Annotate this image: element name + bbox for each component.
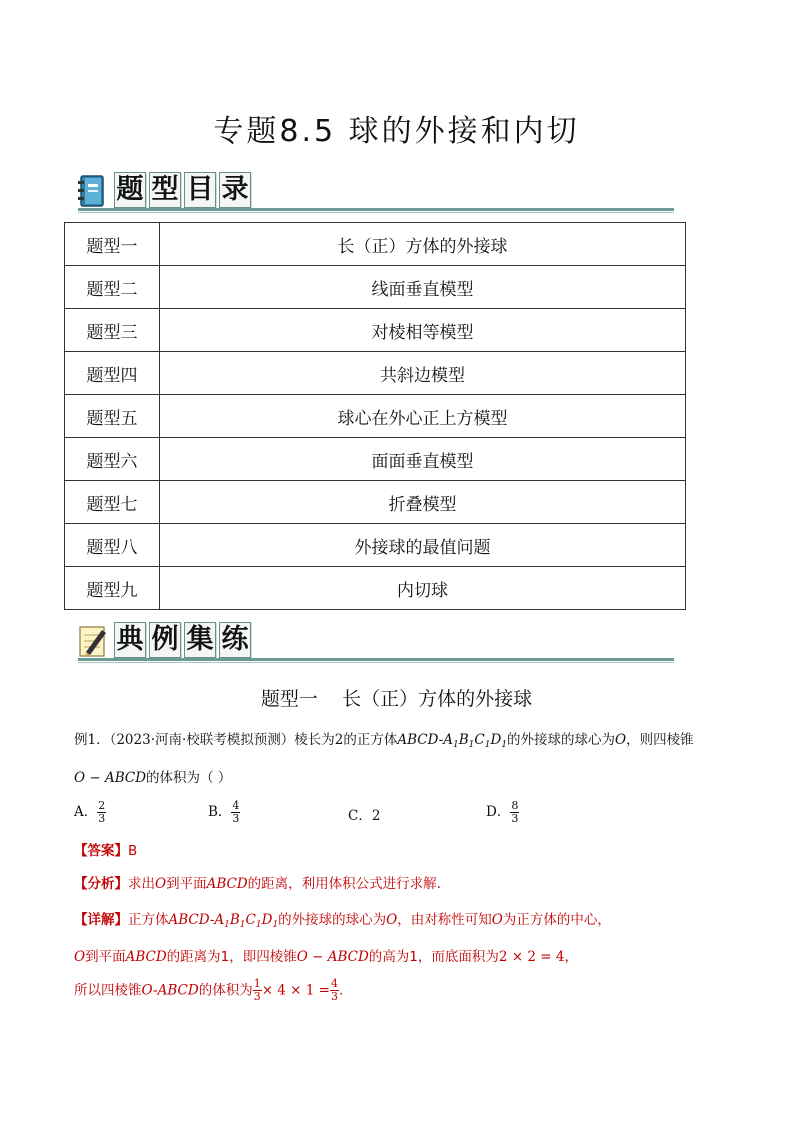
cube-letter: D xyxy=(261,912,273,928)
table-row xyxy=(65,266,686,309)
banner-char: 型 xyxy=(149,172,181,208)
row-topic: 对棱相等模型 xyxy=(160,309,686,352)
option-letter: D． xyxy=(486,804,511,820)
detail-line-1 xyxy=(74,908,611,930)
catalog-table xyxy=(64,222,686,610)
table-row xyxy=(65,481,686,524)
analysis-text: 的距离，利用体积公式进行求解. xyxy=(247,876,441,892)
fraction-num: 4 xyxy=(330,977,338,990)
option-d xyxy=(486,800,519,825)
cube-letter: C xyxy=(245,912,256,928)
subscript: 1 xyxy=(468,740,475,750)
row-topic: 长（正）方体的外接球 xyxy=(160,223,686,266)
row-topic: 外接球的最值问题 xyxy=(160,524,686,567)
detail-text: ， xyxy=(564,949,578,965)
fraction-num: 2 xyxy=(98,799,106,812)
option-c xyxy=(348,804,380,824)
subscript: 1 xyxy=(255,920,262,930)
row-topic: 共斜边模型 xyxy=(160,352,686,395)
analysis-tag: 【分析】 xyxy=(74,876,128,892)
analysis-plane: ABCD xyxy=(206,876,248,892)
answer-tag: 【答案】 xyxy=(74,843,128,859)
answer-line xyxy=(74,839,137,859)
detail-text: 的高为1，而底面积为 xyxy=(368,949,499,965)
cube-name xyxy=(397,732,507,748)
pyramid-name: O − ABCD xyxy=(74,770,147,786)
question-line-2 xyxy=(74,766,231,786)
fraction-num: 4 xyxy=(232,799,240,812)
row-label: 题型二 xyxy=(65,266,160,309)
section-heading: 题型一 长（正）方体的外接球 xyxy=(260,688,533,710)
option-b xyxy=(208,800,240,825)
detail-symbol: O xyxy=(491,912,503,928)
fraction-den: 3 xyxy=(511,812,519,825)
row-topic: 线面垂直模型 xyxy=(160,266,686,309)
fraction-num: 8 xyxy=(511,799,519,812)
row-label: 题型九 xyxy=(65,567,160,610)
banner-char: 录 xyxy=(219,172,251,208)
fraction-den: 3 xyxy=(232,812,240,825)
cube-letter: C xyxy=(474,732,485,748)
detail-plane: ABCD xyxy=(125,949,167,965)
banner-rule xyxy=(78,658,674,661)
options-row xyxy=(74,796,714,832)
subscript: 1 xyxy=(501,740,508,750)
row-topic: 折叠模型 xyxy=(160,481,686,524)
option-letter: B． xyxy=(208,804,232,820)
analysis-symbol: O xyxy=(155,876,167,892)
detail-line-2 xyxy=(74,945,578,965)
fraction xyxy=(510,800,519,825)
banner-char: 题 xyxy=(114,172,146,208)
subscript: 1 xyxy=(453,740,459,750)
cube-letter: D xyxy=(490,732,502,748)
catalog-banner xyxy=(78,172,678,212)
fraction-den: 3 xyxy=(330,990,338,1003)
option-value: 2 xyxy=(371,808,381,824)
cube-base: ABCD-A xyxy=(397,732,454,748)
cube-base: ABCD-A xyxy=(168,912,225,928)
table-row xyxy=(65,524,686,567)
banner-char: 练 xyxy=(219,622,251,658)
row-label: 题型七 xyxy=(65,481,160,524)
notebook-icon xyxy=(78,174,108,208)
detail-symbol: O xyxy=(74,949,86,965)
page-title: 专题8.5 球的外接和内切 xyxy=(213,114,580,149)
detail-formula: 2 × 2 = 4 xyxy=(498,949,565,965)
detail-formula: × 4 × 1 = xyxy=(261,982,330,999)
banner-rule xyxy=(78,208,674,211)
cube-letter: B xyxy=(458,732,469,748)
question-mid: 的外接球的球心为 xyxy=(507,732,616,748)
fraction xyxy=(330,978,339,1003)
option-letter: A． xyxy=(74,804,98,820)
row-label: 题型六 xyxy=(65,438,160,481)
center-symbol: O xyxy=(615,732,627,748)
cube-letter: B xyxy=(229,912,240,928)
fraction xyxy=(97,800,106,825)
row-topic: 面面垂直模型 xyxy=(160,438,686,481)
table-row xyxy=(65,567,686,610)
subscript: 1 xyxy=(239,920,246,930)
row-label: 题型一 xyxy=(65,223,160,266)
banner-rule-thin xyxy=(78,212,674,213)
detail-text: 的距离为1，即四棱锥 xyxy=(166,949,297,965)
detail-tag: 【详解】 xyxy=(74,912,128,928)
question-tail: 的体积为（ ） xyxy=(146,770,232,786)
row-topic: 内切球 xyxy=(160,567,686,610)
detail-text: 的体积为 xyxy=(198,982,253,999)
banner-char: 集 xyxy=(184,622,216,658)
question-line-1 xyxy=(74,728,694,750)
row-topic: 球心在外心正上方模型 xyxy=(160,395,686,438)
detail-line-3 xyxy=(74,978,343,1003)
detail-symbol: O xyxy=(386,912,398,928)
table-row xyxy=(65,438,686,481)
option-letter: C． xyxy=(348,808,372,824)
detail-text: 的外接球的球心为 xyxy=(278,912,387,928)
examples-banner-title xyxy=(114,622,254,658)
fraction xyxy=(231,800,240,825)
catalog-banner-title xyxy=(114,172,254,208)
option-a xyxy=(74,800,106,825)
detail-pyramid: O-ABCD xyxy=(141,982,199,999)
row-label: 题型八 xyxy=(65,524,160,567)
fraction-den: 3 xyxy=(98,812,106,825)
examples-banner xyxy=(78,622,678,662)
banner-char: 例 xyxy=(149,622,181,658)
table-row xyxy=(65,352,686,395)
detail-text: . xyxy=(338,982,344,999)
analysis-text: 求出 xyxy=(128,876,155,892)
detail-pyramid: O − ABCD xyxy=(296,949,369,965)
answer-value: B xyxy=(128,843,138,859)
fraction-den: 3 xyxy=(253,990,261,1003)
analysis-line xyxy=(74,872,441,892)
banner-char: 典 xyxy=(114,622,146,658)
subscript: 1 xyxy=(272,920,279,930)
table-row xyxy=(65,395,686,438)
detail-text: 为正方体的中心， xyxy=(502,912,611,928)
table-row xyxy=(65,309,686,352)
banner-rule-thin xyxy=(78,662,674,663)
banner-char: 目 xyxy=(184,172,216,208)
cube-name xyxy=(169,912,279,928)
detail-text: ，由对称性可知 xyxy=(397,912,492,928)
row-label: 题型三 xyxy=(65,309,160,352)
question-suffix: ，则四棱锥 xyxy=(626,732,694,748)
fraction xyxy=(253,978,262,1003)
detail-text: 正方体 xyxy=(128,912,169,928)
row-label: 题型五 xyxy=(65,395,160,438)
detail-text: 所以四棱锥 xyxy=(74,982,142,999)
row-label: 题型四 xyxy=(65,352,160,395)
analysis-text: 到平面 xyxy=(166,876,207,892)
question-prefix: 例1．（2023·河南·校联考模拟预测）棱长为2的正方体 xyxy=(74,732,398,748)
subscript: 1 xyxy=(484,740,491,750)
pencil-notepad-icon xyxy=(78,624,108,658)
table-row xyxy=(65,223,686,266)
fraction-num: 1 xyxy=(253,977,261,990)
subscript: 1 xyxy=(224,920,230,930)
detail-text: 到平面 xyxy=(85,949,126,965)
